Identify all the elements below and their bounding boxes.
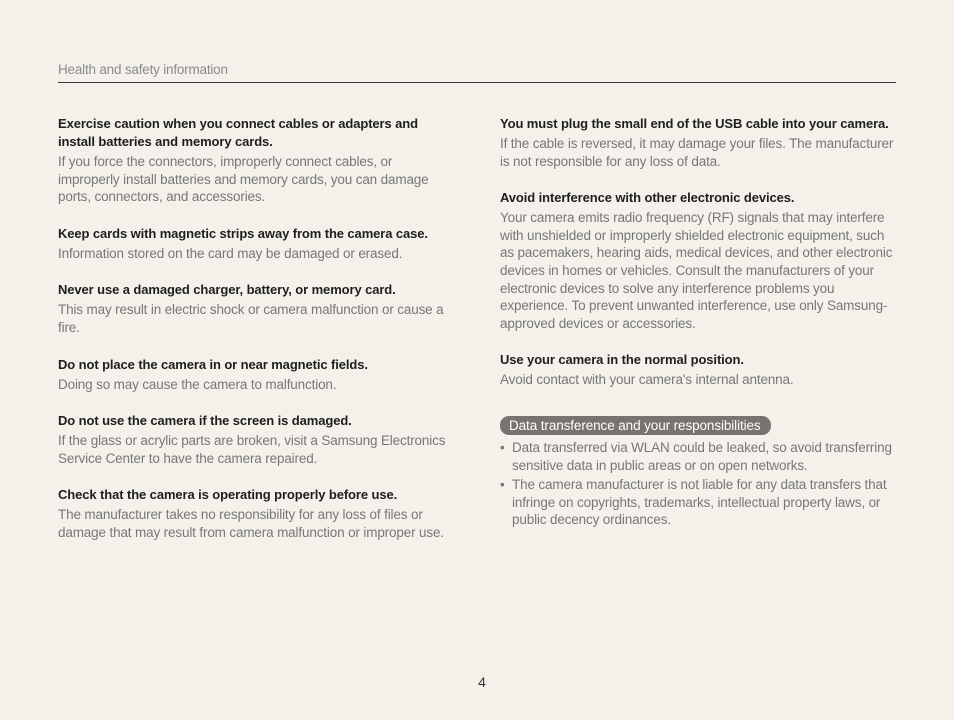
list-item [500, 439, 898, 474]
header-title: Health and safety information [58, 62, 228, 77]
section-magnetic-fields [58, 356, 450, 394]
bullet-icon: • [500, 439, 505, 455]
section-title: Do not place the camera in or near magnetic fields. [58, 356, 368, 372]
section-body: Doing so may cause the camera to malfunction. [58, 376, 337, 392]
section-body: Information stored on the card may be damaged or erased. [58, 245, 403, 261]
section-check-operation [58, 486, 450, 541]
section-body: Avoid contact with your camera's internal antenna. [500, 372, 794, 388]
page-number: 4 [478, 674, 486, 690]
section-title: Use your camera in the normal position. [500, 352, 744, 368]
section-body: If the glass or acrylic parts are broken, visit a Samsung Electronics Service Center to have the camera repaired. [58, 433, 446, 466]
section-title: Check that the camera is operating properly before use. [58, 487, 398, 503]
section-damaged-charger [58, 281, 450, 336]
section-magnetic-cards [58, 225, 450, 263]
list-item-text: The camera manufacturer is not liable for any data transfers that infringe on copyrights, trademarks, intellectual property laws, or public decency ordinances. [512, 477, 887, 528]
section-cables [58, 115, 450, 206]
section-title: You must plug the small end of the USB cable into your camera. [500, 116, 889, 131]
section-title: Do not use the camera if the screen is damaged. [58, 413, 352, 429]
section-title: Never use a damaged charger, battery, or memory card. [58, 282, 396, 298]
section-normal-position [500, 351, 898, 389]
section-damaged-screen [58, 412, 450, 467]
right-column [500, 115, 898, 531]
data-section-label: Data transference and your responsibilities [500, 416, 771, 435]
data-responsibility-section [500, 416, 898, 529]
section-body: The manufacturer takes no responsibility for any loss of files or damage that may result from camera malfunction or improper use. [58, 507, 444, 540]
section-interference [500, 189, 898, 332]
section-body: This may result in electric shock or camera malfunction or cause a fire. [58, 302, 444, 335]
section-title: Avoid interference with other electronic devices. [500, 190, 795, 206]
section-usb-cable [500, 115, 898, 170]
list-item [500, 476, 898, 529]
left-column [58, 115, 450, 561]
list-item-text: Data transferred via WLAN could be leaked, so avoid transferring sensitive data in public areas or on open networks. [512, 439, 892, 473]
section-title: Exercise caution when you connect cables or adapters and install batteries and memory cards. [58, 116, 418, 149]
section-body: If you force the connectors, improperly connect cables, or improperly install batteries and memory cards, you can damage ports, connectors, and accessories. [58, 154, 429, 205]
header-divider [58, 82, 896, 83]
section-title: Keep cards with magnetic strips away from the camera case. [58, 225, 428, 241]
bullet-icon: • [500, 477, 505, 493]
section-body: Your camera emits radio frequency (RF) signals that may interfere with unshielded or improperly shielded electronic equipment, such as pacemakers, hearing aids, medical devices, and other electronic devices in homes or vehicles. Consult the manufacturers of your electronic devices to solve any interference problems you experience. To prevent unwanted interference, use only Samsung-approved devices or accessories. [500, 210, 893, 331]
section-body: If the cable is reversed, it may damage your files. The manufacturer is not responsible for any loss of data. [500, 136, 894, 169]
data-bullet-list [500, 439, 898, 529]
